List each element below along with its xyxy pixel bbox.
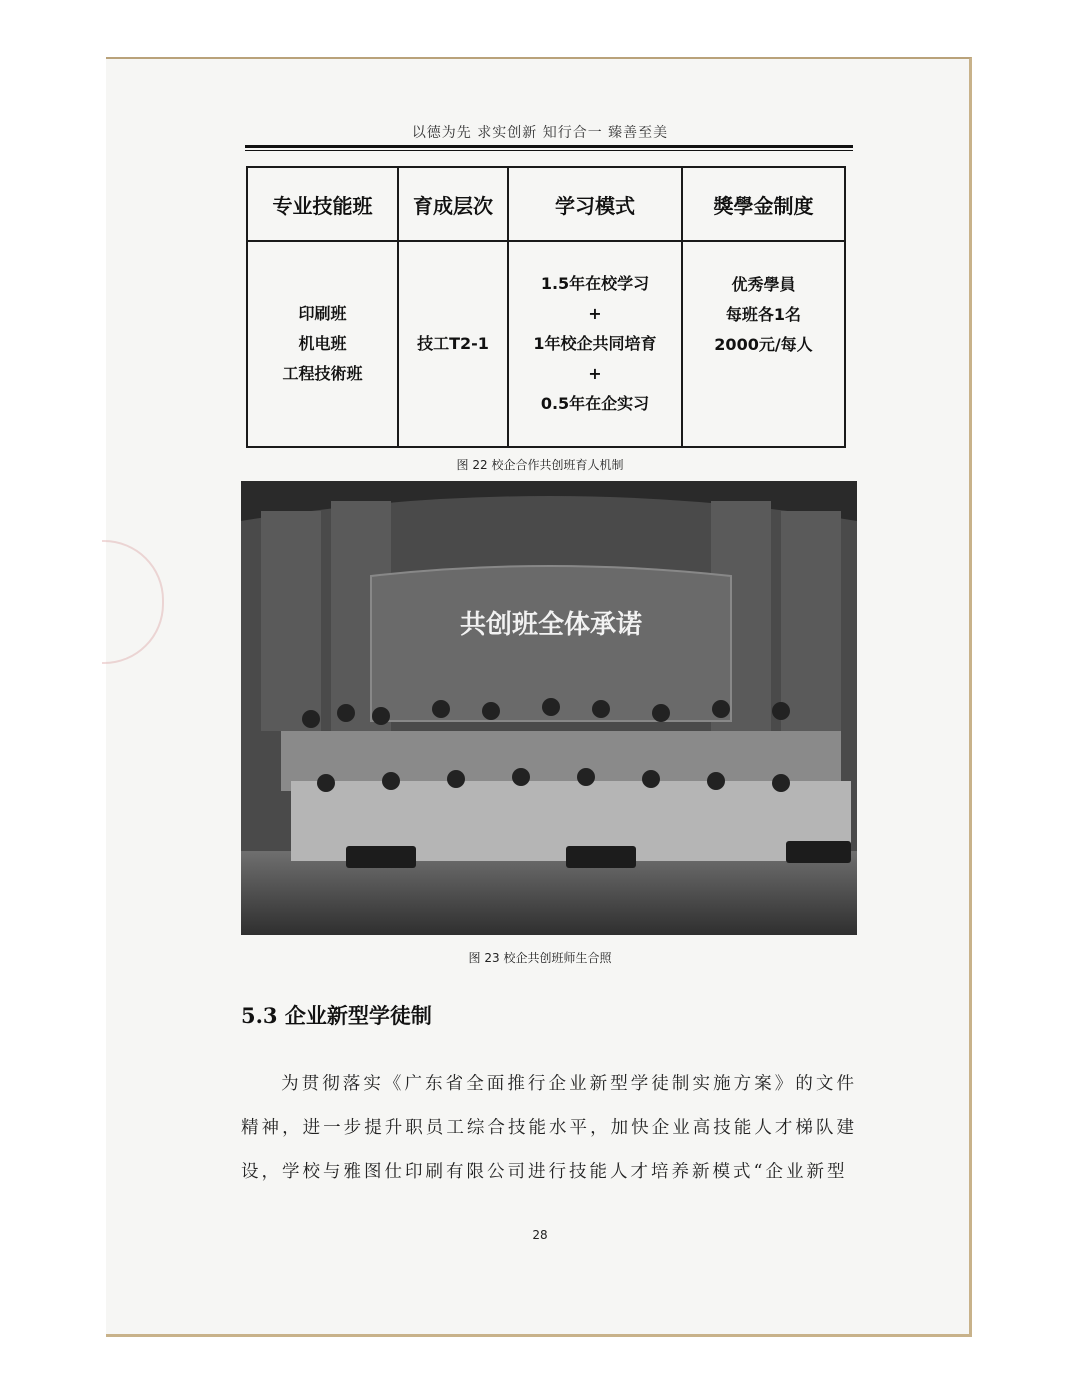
scholarship-line: 2000元/每人	[714, 335, 813, 354]
figure-23-caption: 图 23 校企共创班师生合照	[468, 951, 612, 965]
table-cell-mode	[508, 241, 682, 447]
mode-line: 1.5年在校学习	[540, 274, 650, 293]
stage-floor	[241, 851, 857, 935]
table-cell-scholarship	[682, 241, 845, 447]
mode-plus: +	[588, 304, 602, 323]
group-photo-drawing	[241, 481, 857, 935]
scholarship-line: 每班各1名	[725, 305, 802, 324]
section-heading: 5.3 企业新型学徒制	[241, 1003, 432, 1028]
paragraph-text: 为贯彻落实《广东省全面推行企业新型学徒制实施方案》的文件精神，进一步提升职员工综合技能水平，加快企业高技能人才梯队建设，学校与雅图仕印刷有限公司进行技能人才培养新模式“企业新型	[241, 1074, 857, 1182]
header-rule-thin	[245, 150, 853, 151]
header-rule	[245, 145, 853, 148]
group-photo	[241, 481, 857, 935]
section-paragraph	[241, 1062, 857, 1194]
class-name: 机电班	[298, 334, 347, 353]
class-name: 工程技術班	[282, 364, 363, 383]
figure-22-caption: 图 22 校企合作共创班育人机制	[456, 458, 624, 472]
header-motto: 以德为先 求实创新 知行合一 臻善至美	[411, 125, 669, 141]
table-header-class: 专业技能班	[247, 167, 398, 241]
table-header-level: 育成层次	[398, 167, 508, 241]
class-name: 印刷班	[298, 304, 347, 323]
table-header-scholarship: 獎學金制度	[682, 167, 845, 241]
table-header-mode: 学习模式	[508, 167, 682, 241]
table-cell-classes	[247, 241, 398, 447]
mode-line: 0.5年在企实习	[540, 394, 650, 413]
scholarship-line: 优秀學員	[731, 275, 796, 294]
page-number: 28	[532, 1228, 548, 1242]
led-screen	[371, 566, 731, 721]
table-cell-level: 技工T2-1	[398, 241, 508, 447]
training-mechanism-table	[246, 166, 846, 448]
mode-line: 1年校企共同培育	[533, 334, 657, 353]
mode-plus: +	[588, 364, 602, 383]
screen-title: 共创班全体承诺	[459, 610, 643, 640]
